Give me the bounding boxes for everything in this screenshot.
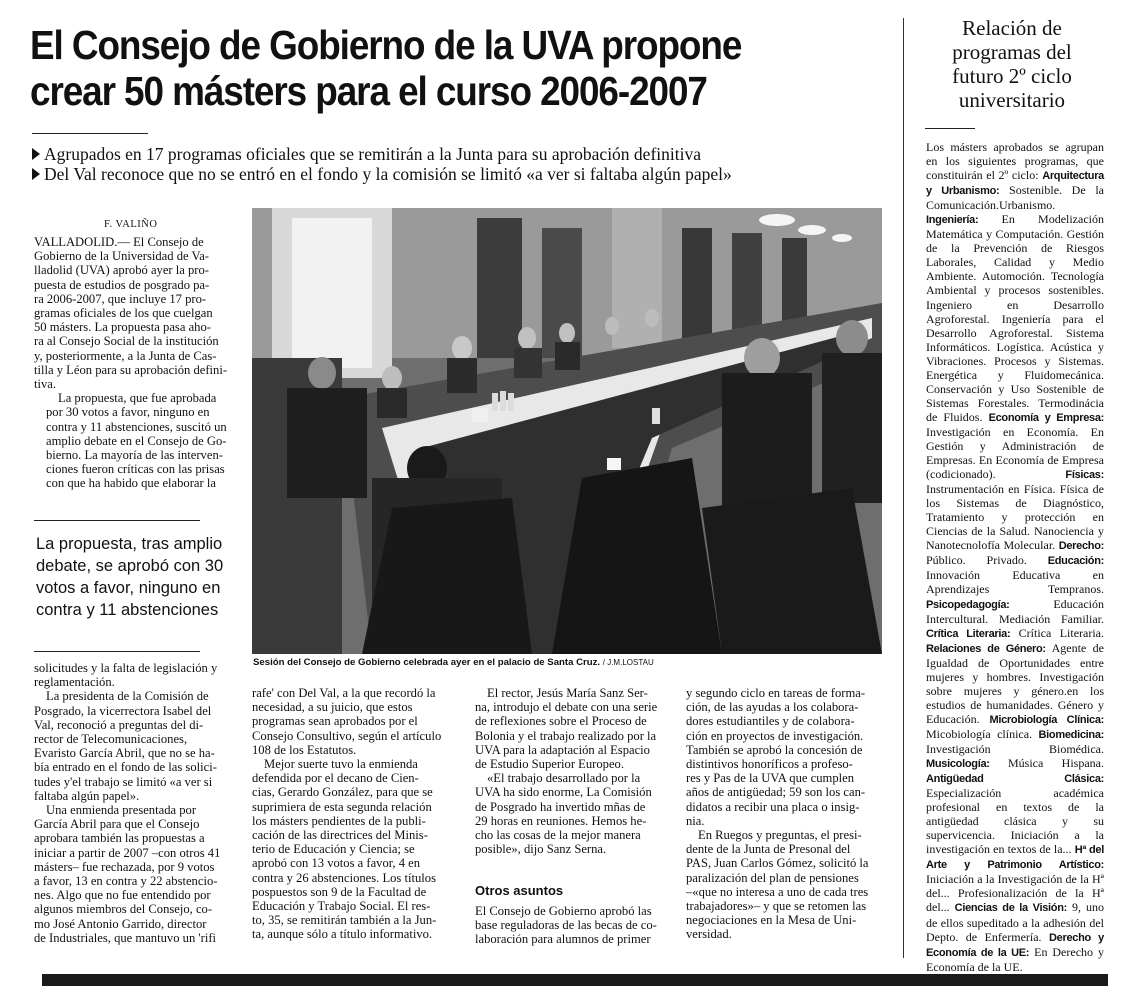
text-line: contra y 11 abstenciones, suscitó un <box>46 419 227 434</box>
col1b-paragraph-3 <box>34 803 234 945</box>
photo-caption <box>253 657 883 668</box>
text-line: na, introdujo el debate con una serie <box>475 700 658 715</box>
program-name: Educación: <box>1047 555 1104 568</box>
program-name: Microbiología Clínica: <box>989 713 1104 726</box>
text-line: puesta de estudios de posgrado pa- <box>34 277 210 292</box>
text-line: por 30 votos a favor, ninguno en <box>46 405 210 420</box>
text-line: res y Pas de la UVA que cumplen <box>686 771 855 786</box>
text-line: cho las cosas de la mejor manera <box>475 828 641 843</box>
text-line: aprobó con 13 votos a favor, 4 en <box>252 856 421 871</box>
text-line: nes. Algo que no fue entendido por <box>34 888 211 903</box>
text-line: con que ha habido que elaborar la <box>46 476 216 491</box>
col1b-paragraph-1 <box>34 661 234 689</box>
sidebar-intro: Los másters aprobados se agrupan en los siguientes programas, que constituirán el 2º ciclo: <box>926 140 1104 183</box>
sidebar-title-line: Relación de <box>962 16 1062 40</box>
caption-text: Sesión del Consejo de Gobierno celebrada ayer en el palacio de Santa Cruz. <box>253 657 601 668</box>
text-line: solicitudes y la falta de legislación y <box>34 661 218 675</box>
text-line: García Abril para que el Consejo <box>34 817 200 832</box>
kicker-2 <box>32 164 892 185</box>
text-line: dores estudiantiles y de colabora- <box>686 714 855 729</box>
text-line: UVA ha sido enorme, La Comisión <box>475 785 652 800</box>
program-name: Físicas: <box>1065 469 1104 482</box>
text-line: También se aprobó la concesión de <box>686 742 863 757</box>
text-line: a favor, 13 en contra y 22 abstencio- <box>34 874 218 889</box>
text-line: y, posteriormente, a la Junta de Cas- <box>34 348 217 363</box>
text-line: suprimiera de esta segunda relación <box>252 799 432 814</box>
text-line: to, 35, se remitirán también a la Jun- <box>252 913 437 928</box>
text-line: tiva. <box>34 377 57 392</box>
triangle-bullet-icon <box>32 168 40 180</box>
col3-paragraph-3 <box>475 904 672 947</box>
text-line: los másters pendientes de la publi- <box>252 813 426 828</box>
program-text: Instrumentación en Física. Física de los Sistemas de Diagnóstico, Tratamiento y protección en Ciencias de la Salud. Nanociencia y Nanotecnolofía Molecular. <box>926 482 1104 553</box>
text-line: tudes y'el trabajo se limitó «a ver si <box>34 774 213 789</box>
program-name: Crítica Literaria: <box>926 627 1011 640</box>
program-text: Investigación Biomédica. <box>926 741 1104 756</box>
text-line: laboración para alumnos de primer <box>475 932 651 947</box>
text-line: La propuesta, que fue aprobada <box>58 391 217 406</box>
program-text: Sostenible. De la Comunicación.Urbanismo. <box>926 183 1104 213</box>
text-line: gramas oficiales de los que cuelgan <box>34 306 213 321</box>
text-line: 50 másters. La propuesta pasa aho- <box>34 320 211 335</box>
text-line: nia. <box>686 813 705 828</box>
text-line: trabajadores»– y que se retomen las <box>686 899 867 914</box>
program-text: En Modelización Matemática y Computación. Gestión de la Prevención de Riesgos Laborales, Calidad y Medio Ambiente. Automoción. Tecnología Ambiental y procesos sostenibles. Ingeniero en Desarrollo Agroforestal. Ingeniería para el Desarrollo Agroforestal. Sistema Informáticos. Logística. Acústica y Vibraciones. Procesos y Sistemas. Energética y Fluidomecánica. Conservación y Uso Sostenible de Sistemas Forestales. Termodinácia de Fluidos. <box>926 212 1104 424</box>
text-line: base reguladoras de las becas de co- <box>475 918 657 933</box>
text-line: ra 2006-2007, que incluye 17 pro- <box>34 291 207 306</box>
text-line: lladolid (UVA) aprobó ayer la pro- <box>34 263 209 278</box>
text-line: PAS, Juan Carlos Gómez, solicitó la <box>686 856 869 871</box>
text-line: ción en proyectos de investigación. <box>686 728 864 743</box>
program-text: Público. Privado. <box>926 553 1048 568</box>
text-line: bía entrado en el fondo de las solici- <box>34 760 217 775</box>
text-line: 29 horas en reuniones. Hemos he- <box>475 813 647 828</box>
text-line: La presidenta de la Comisión de <box>46 689 209 704</box>
sidebar-divider <box>903 18 904 958</box>
program-text: Innovación Educativa en Aprendizajes Tempranos. <box>926 568 1104 597</box>
text-line: ta, aunque sólo a título informativo. <box>252 927 433 942</box>
pull-quote: La propuesta, tras amplio debate, se aprobó con 30 votos a favor, ninguno en contra y 11 abstenciones <box>36 535 224 619</box>
text-line: Val, reconoció a preguntas del di- <box>34 717 204 732</box>
kicker-1-text: Agrupados en 17 programas oficiales que se remitirán a la Junta para su aprobación definitiva <box>44 144 701 164</box>
text-line: aprobara también las propuestas a <box>34 831 205 846</box>
program-name: Arquitectura y Urbanismo: <box>926 170 1104 198</box>
text-line: posible», dijo Sanz Serna. <box>475 842 607 857</box>
text-line: ción, de las ayudas a los colabora- <box>686 700 859 715</box>
col3-paragraph-1 <box>475 686 672 771</box>
program-text: 9, uno de ellos supeditado a la adhesión del Depto. de Enfermería. <box>926 900 1104 944</box>
text-line: reglamentación. <box>34 675 115 690</box>
sidebar-title-line: futuro 2º ciclo <box>952 64 1072 88</box>
col1-paragraph-1 <box>34 235 234 391</box>
program-name: Ciencias de la Visión: <box>954 902 1067 915</box>
text-line: másters– fue rechazada, por 9 votos <box>34 859 215 874</box>
program-name: Psicopedagogía: <box>926 598 1010 611</box>
col3-paragraph-2 <box>475 771 672 856</box>
text-line: 108 de los Estatutos. <box>252 742 357 757</box>
text-line: negociaciones en la Mesa de Uni- <box>686 913 857 928</box>
column-2 <box>252 686 452 942</box>
sidebar-programs <box>926 140 1104 974</box>
headline-line-2: crear 50 másters para el curso 2006-2007 <box>30 68 707 114</box>
text-line: años de antigüedad; 59 son los can- <box>686 785 866 800</box>
text-line: El rector, Jesús María Sanz Ser- <box>487 686 648 700</box>
text-line: defendida por el decano de Cien- <box>252 771 419 786</box>
text-line: iniciar a partir de 2007 –con otros 41 <box>34 845 221 860</box>
text-line: El Consejo de Gobierno aprobó las <box>475 904 652 918</box>
text-line: bierno. La mayoría de las interven- <box>46 448 223 463</box>
sidebar-title-line: programas del <box>952 40 1072 64</box>
text-line: paralización del plan de pensiones <box>686 870 859 885</box>
text-line: de Estudio Superior Europeo. <box>475 757 624 772</box>
text-line: de Posgrado ha invertido mñas de <box>475 799 646 814</box>
text-line: de Industriales, que mantuvo un 'rifi <box>34 930 217 945</box>
column-1-top <box>34 235 234 491</box>
text-line: Educación y Trabajo Social. El res- <box>252 899 431 914</box>
program-name: Relaciones de Género: <box>926 642 1046 655</box>
text-line: programas sean aprobados por el <box>252 714 418 729</box>
col1-paragraph-2 <box>34 391 234 490</box>
column-3 <box>475 686 672 856</box>
program-name: Ingeniería: <box>926 214 979 227</box>
text-line: terio de Educación y Ciencia; se <box>252 842 415 857</box>
program-text: En Derecho y Economía de la UE. <box>926 944 1104 974</box>
text-line: cias, Gerardo González, para que se <box>252 785 433 800</box>
program-text: Agente de Igualdad de Oportunidades entre mujeres y hombres. Investigación sobre mujeres y género.en los estudios de humanidades. Género y Educación. <box>926 640 1104 726</box>
program-name: Derecho: <box>1058 540 1104 553</box>
program-text: Crítica Literaria. <box>1010 625 1104 640</box>
text-line: didatos a recibir una placa o insig- <box>686 799 860 814</box>
text-line: tilla y Léon para su aprobación defini- <box>34 362 228 377</box>
page-bottom-bar <box>42 974 1108 986</box>
byline: F. VALIÑO <box>104 219 158 230</box>
column-1-bottom <box>34 661 234 945</box>
text-line: contra y 26 abstenciones. Los títulos <box>252 870 436 885</box>
program-name: Musicología: <box>926 758 990 771</box>
text-line: ra al Consejo Social de la institución <box>34 334 219 349</box>
text-line: distintivos honoríficos a profeso- <box>686 757 853 772</box>
col2-paragraph-2 <box>252 757 452 942</box>
text-line: En Ruegos y preguntas, el presi- <box>698 828 862 843</box>
rule-pullquote-top <box>34 520 200 521</box>
text-line: Gobierno de la Universidad de Va- <box>34 249 209 264</box>
kicker-1 <box>32 144 892 165</box>
kicker-2-text: Del Val reconoce que no se entró en el fondo y la comisión se limitó «a ver si faltaba algún papel» <box>44 164 732 184</box>
program-text: Iniciación a la Investigación de la Hª del... Profesionalización de la Hª del... <box>926 872 1104 915</box>
text-line: ciones fueron críticas con las prisas <box>46 462 225 477</box>
photo-credit: / J.M.LOSTAU <box>602 658 654 667</box>
program-name: Biomedicina: <box>1038 728 1104 741</box>
text-line: Evaristo García Abril, que no se ha- <box>34 746 215 761</box>
text-line: Posgrado, la vicerrectora Isabel del <box>34 703 212 718</box>
photo-illustration <box>252 208 882 654</box>
text-line: Bolonia y el trabajo realizado por la <box>475 728 657 743</box>
text-line: rector de Telecomunicaciones, <box>34 732 188 747</box>
col1b-paragraph-2 <box>34 689 234 803</box>
column-4 <box>686 686 884 942</box>
text-line: UVA para la adaptación al Espacio <box>475 742 650 757</box>
sidebar-title-line: universitario <box>958 88 1066 112</box>
rule-sidebar <box>925 128 975 129</box>
text-line: faltaba algún papel». <box>34 788 140 803</box>
text-line: «El trabajo desarrollado por la <box>487 771 641 786</box>
column-3-bottom <box>475 904 672 947</box>
triangle-bullet-icon <box>32 148 40 160</box>
text-line: y segundo ciclo en tareas de forma- <box>686 686 866 700</box>
text-line: mo José Antonio Garrido, director <box>34 916 207 931</box>
program-name: Antigüedad Clásica: <box>926 773 1104 786</box>
text-line: Mejor suerte tuvo la enmienda <box>264 757 418 772</box>
col2-paragraph-1 <box>252 686 452 757</box>
text-line: VALLADOLID.— El Consejo de <box>34 235 204 249</box>
text-line: versidad. <box>686 927 732 942</box>
text-line: Una enmienda presentada por <box>46 803 197 818</box>
subhead-otros-asuntos: Otros asuntos <box>475 883 564 898</box>
program-text: Música Hispana. <box>989 756 1104 771</box>
program-text: Educación Intercultural. Mediación Familiar. <box>926 596 1104 626</box>
headline <box>30 22 804 114</box>
text-line: Consejo Consultivo, según el artículo <box>252 728 442 743</box>
rule-pullquote-bottom <box>34 651 200 652</box>
text-line: pospuestos son 9 de la Facultad de <box>252 884 427 899</box>
col4-paragraph-2 <box>686 828 884 942</box>
sidebar-title <box>912 16 1112 112</box>
meeting-photo <box>252 208 882 654</box>
program-name: Economía y Empresa: <box>988 411 1105 424</box>
program-name: Derecho y Economía de la UE: <box>926 931 1104 959</box>
text-line: rafe' con Del Val, a la que recordó la <box>252 686 436 700</box>
col4-paragraph-1 <box>686 686 884 828</box>
text-line: dente de la Junta de Presonal del <box>686 842 851 857</box>
headline-line-1: El Consejo de Gobierno de la UVA propone <box>30 22 742 68</box>
program-text: Especialización académica profesional en textos de la antigüedad clásica y su supervicencia. Iniciación a la investigación en textos de la... <box>926 786 1104 857</box>
rule-kicker <box>32 133 148 134</box>
program-name: Hª del Arte y Patrimonio Artístico: <box>926 844 1104 872</box>
text-line: cación de las directrices del Minis- <box>252 828 428 843</box>
text-line: necesidad, a su juicio, que estos <box>252 700 413 715</box>
text-line: –«que no interesa a uno de cada tres <box>686 884 869 899</box>
program-text: Investigación en Economía. En Gestión y Administración de Empresas. En Economía de Empresa (codicionado). <box>926 424 1104 482</box>
program-text: Micobiología clínica. <box>926 726 1039 741</box>
text-line: de reflexiones sobre el Proceso de <box>475 714 647 729</box>
text-line: algunos miembros del Consejo, co- <box>34 902 213 917</box>
text-line: amplio debate en el Consejo de Go- <box>46 433 227 448</box>
